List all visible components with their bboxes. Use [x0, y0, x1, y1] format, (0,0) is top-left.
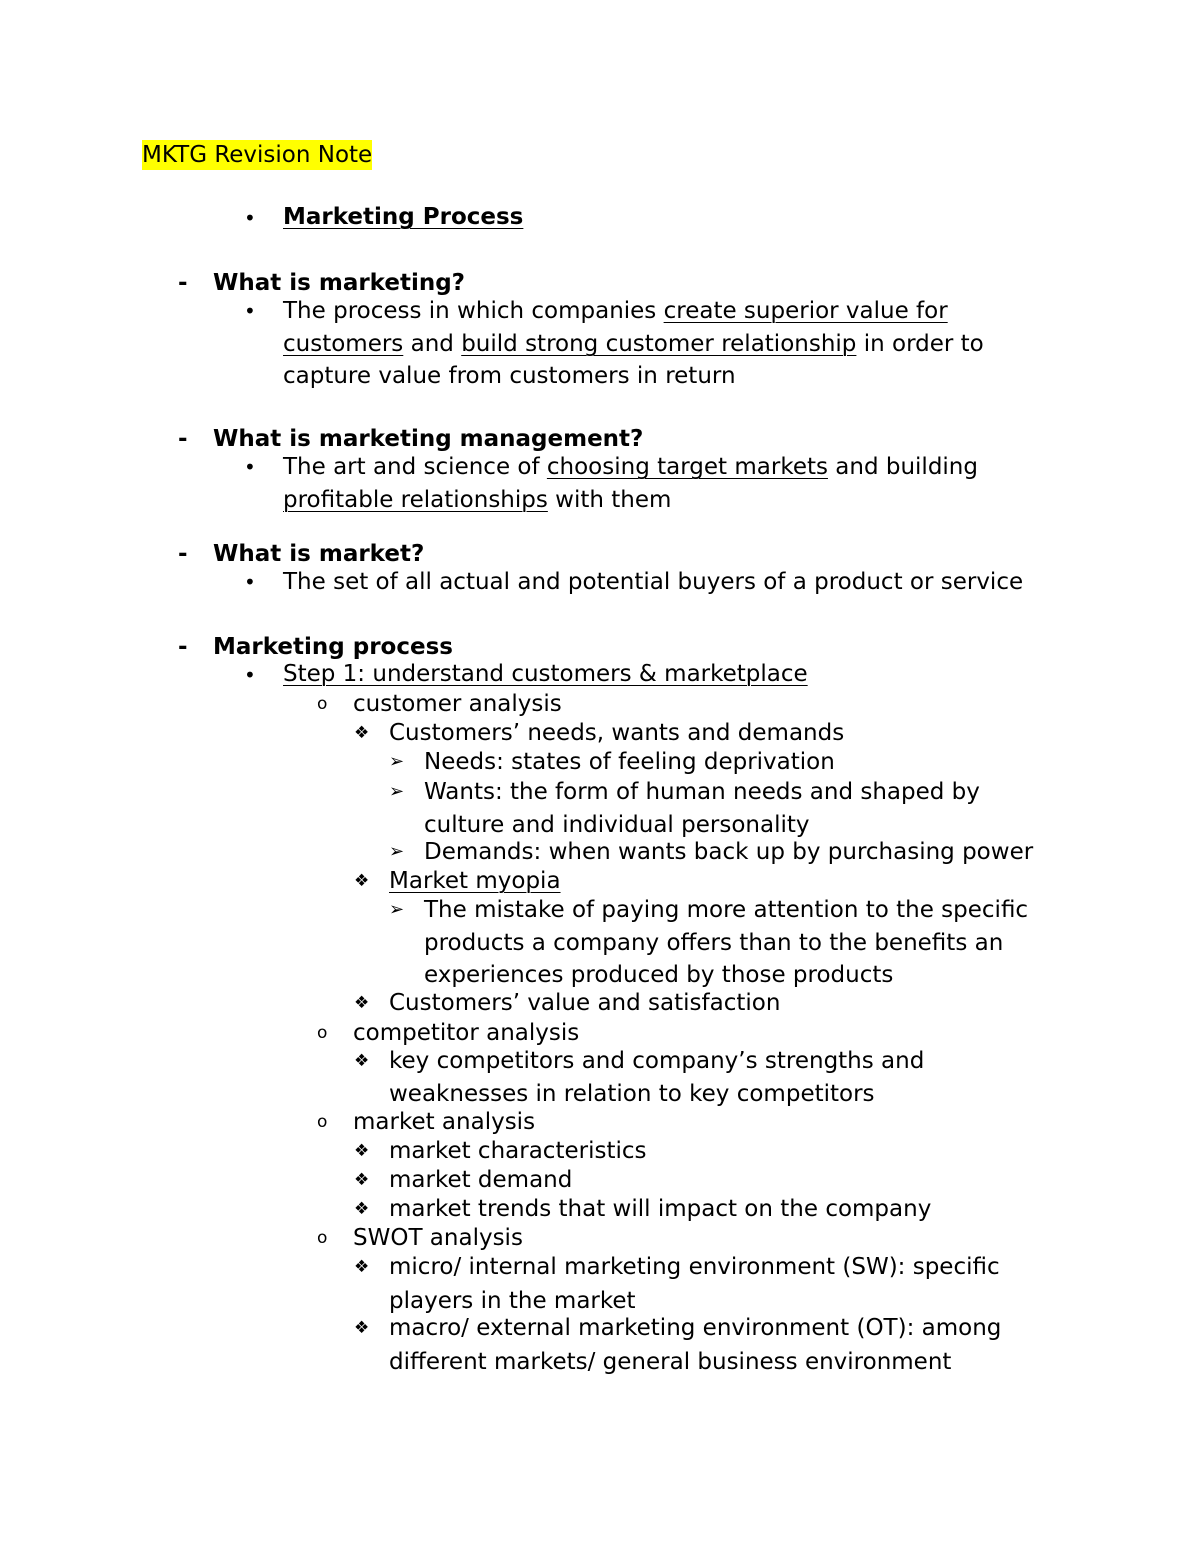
list-item: market demand — [389, 1167, 573, 1193]
list-item: Customers’ value and satisfaction — [389, 990, 781, 1016]
answer-line — [283, 296, 948, 326]
list-item: market analysis — [353, 1109, 536, 1135]
bullet-marker: • — [244, 570, 256, 594]
key-term: create superior value for — [663, 298, 948, 324]
answer-line — [283, 329, 984, 359]
question-heading: What is marketing? — [213, 270, 466, 296]
dash-marker: - — [178, 270, 188, 296]
list-item: key competitors and company’s strengths and — [389, 1048, 925, 1074]
key-term: customers — [283, 331, 404, 357]
circle-marker: o — [317, 1112, 328, 1132]
diamond-marker: ❖ — [354, 871, 370, 891]
list-item: Customers’ needs, wants and demands — [389, 720, 845, 746]
answer-text: in order to — [856, 331, 984, 357]
diamond-marker: ❖ — [354, 1257, 370, 1277]
arrow-marker: ➢ — [389, 781, 405, 802]
answer-text: The process in which companies — [283, 298, 664, 324]
arrow-marker: ➢ — [389, 751, 405, 772]
dash-marker: - — [178, 541, 188, 567]
answer-line: The set of all actual and potential buyers of a product or service — [283, 569, 1024, 595]
list-item: players in the market — [389, 1288, 636, 1314]
list-item: different markets/ general business environment — [389, 1349, 952, 1375]
diamond-marker: ❖ — [354, 1170, 370, 1190]
bullet-marker: • — [244, 663, 256, 687]
key-term: profitable relationships — [283, 487, 548, 513]
list-item: macro/ external marketing environment (OT): among — [389, 1315, 1002, 1341]
section-heading: Marketing Process — [283, 204, 524, 230]
circle-marker: o — [317, 694, 328, 714]
answer-text: The art and science of — [283, 454, 547, 480]
key-term: build strong customer relationship — [461, 331, 857, 357]
answer-text: with them — [547, 487, 672, 513]
dash-marker: - — [178, 634, 188, 660]
answer-line: capture value from customers in return — [283, 363, 736, 389]
dash-marker: - — [178, 426, 188, 452]
diamond-marker: ❖ — [354, 993, 370, 1013]
list-item: experiences produced by those products — [424, 962, 894, 988]
list-item: micro/ internal marketing environment (SW): specific — [389, 1254, 1000, 1280]
bullet-marker: • — [244, 455, 256, 479]
diamond-marker: ❖ — [354, 1051, 370, 1071]
list-item: market trends that will impact on the company — [389, 1196, 932, 1222]
circle-marker: o — [317, 1023, 328, 1043]
list-item: Market myopia — [389, 868, 561, 894]
list-item: Needs: states of feeling deprivation — [424, 749, 835, 775]
question-heading: Marketing process — [213, 634, 453, 660]
step-heading: Step 1: understand customers & marketplace — [283, 661, 808, 687]
arrow-marker: ➢ — [389, 899, 405, 920]
answer-line — [283, 485, 671, 515]
question-heading: What is market? — [213, 541, 425, 567]
list-item: customer analysis — [353, 691, 562, 717]
list-item: Wants: the form of human needs and shaped by — [424, 779, 980, 805]
diamond-marker: ❖ — [354, 1199, 370, 1219]
answer-text: and — [403, 331, 462, 357]
bullet-marker: • — [244, 299, 256, 323]
list-item: market characteristics — [389, 1138, 647, 1164]
arrow-marker: ➢ — [389, 841, 405, 862]
list-item: The mistake of paying more attention to the specific — [424, 897, 1029, 923]
key-term: choosing target markets — [546, 454, 828, 480]
list-item: weaknesses in relation to key competitors — [389, 1081, 875, 1107]
list-item: culture and individual personality — [424, 812, 810, 838]
list-item: SWOT analysis — [353, 1225, 523, 1251]
diamond-marker: ❖ — [354, 1318, 370, 1338]
list-item: competitor analysis — [353, 1020, 580, 1046]
question-heading: What is marketing management? — [213, 426, 644, 452]
diamond-marker: ❖ — [354, 723, 370, 743]
list-item: Demands: when wants back up by purchasing power — [424, 839, 1034, 865]
diamond-marker: ❖ — [354, 1141, 370, 1161]
bullet-marker: • — [244, 206, 256, 230]
list-item: products a company offers than to the benefits an — [424, 930, 1004, 956]
page-title: MKTG Revision Note — [142, 142, 373, 168]
answer-text: and building — [827, 454, 978, 480]
answer-line — [283, 452, 978, 482]
circle-marker: o — [317, 1228, 328, 1248]
